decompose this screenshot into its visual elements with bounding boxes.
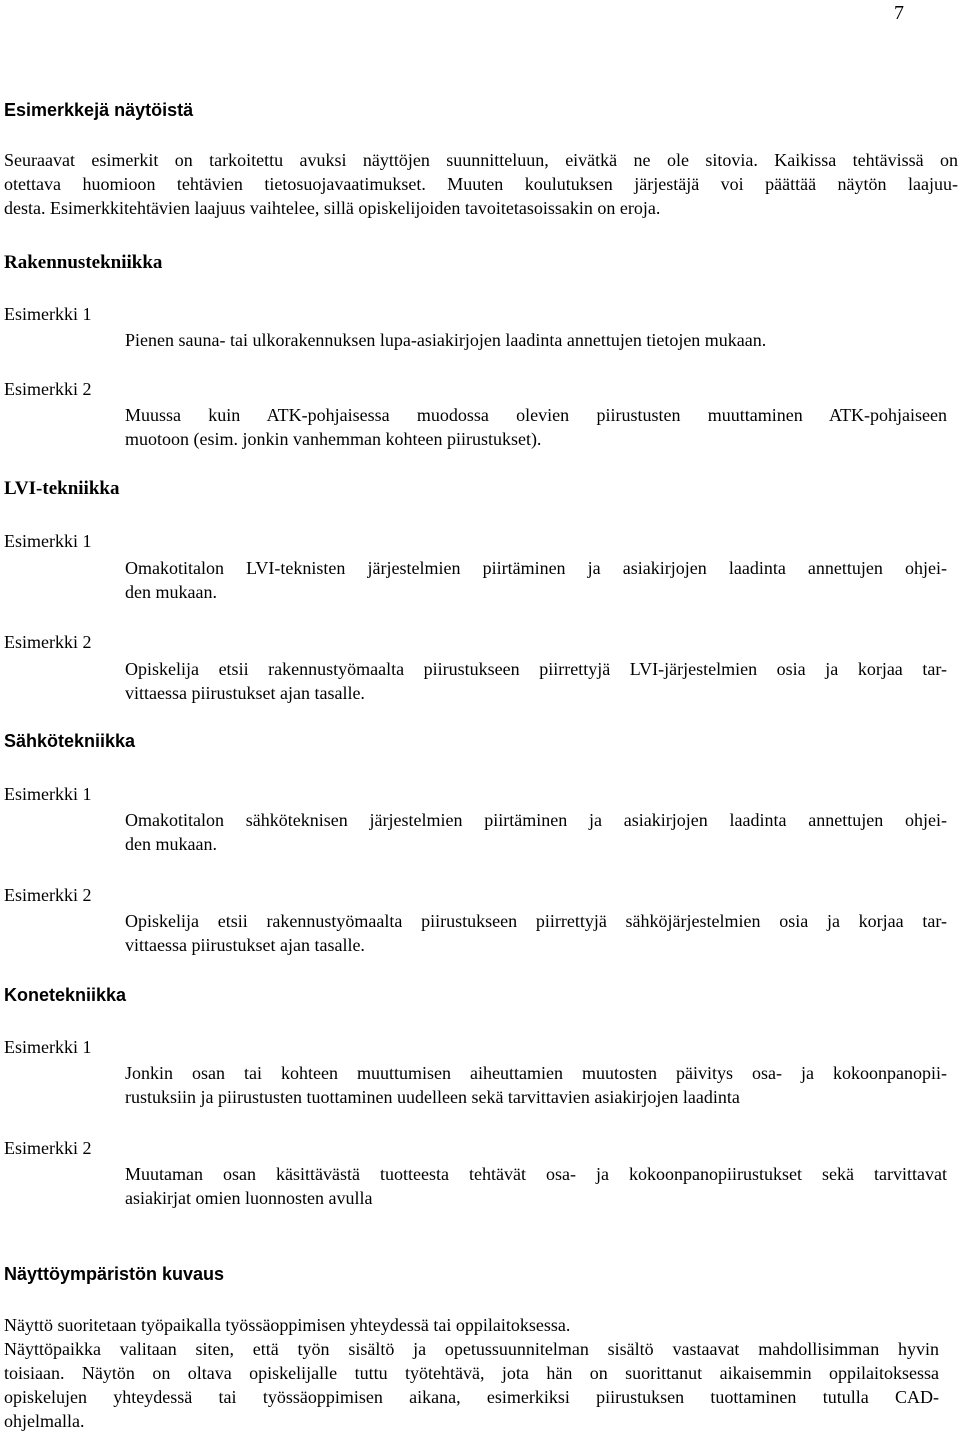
example-text <box>125 657 947 705</box>
example-line: Pienen sauna- tai ulkorakennuksen lupa-asiakirjojen laadinta annettujen tietojen mukaan. <box>125 330 767 350</box>
section-title-sahkotekniikka: Sähkötekniikka <box>4 731 136 751</box>
example-line: asiakirjat omien luonnosten avulla <box>125 1188 373 1208</box>
environment-heading: Näyttöympäristön kuvaus <box>4 1264 225 1284</box>
intro-paragraph <box>4 148 958 220</box>
example-text <box>125 1061 947 1109</box>
example-label: Esimerkki 2 <box>4 1138 92 1158</box>
environment-line: toisiaan. Näytön on oltava opiskelijalle tuttu työtehtävä, jota hän on suorittanut aikaisemmin oppilaitoksessa <box>4 1363 939 1383</box>
example-line: Muutaman osan käsittävästä tuotteesta tehtävät osa- ja kokoonpanopiirustukset sekä tarvittavat <box>125 1164 947 1184</box>
environment-line: Näyttöpaikka valitaan siten, että työn sisältö ja opetussuunnitelman sisältö vastaavat mahdollisimman hyvin <box>4 1339 939 1359</box>
example-line: Muussa kuin ATK-pohjaisessa muodossa olevien piirustusten muuttaminen ATK-pohjaiseen <box>125 405 947 425</box>
example-label: Esimerkki 2 <box>4 885 92 905</box>
example-text <box>125 808 947 856</box>
example-line: rustuksiin ja piirustusten tuottaminen uudelleen sekä tarvittavien asiakirjojen laadinta <box>125 1087 740 1107</box>
example-line: vittaessa piirustukset ajan tasalle. <box>125 935 365 955</box>
environment-line: Näyttö suoritetaan työpaikalla työssäoppimisen yhteydessä tai oppilaitoksessa. <box>4 1315 571 1335</box>
example-label: Esimerkki 1 <box>4 304 92 324</box>
environment-line: opiskelujen yhteydessä tai työssäoppimisen aikana, esimerkiksi piirustuksen tuottaminen tutulla CAD- <box>4 1387 939 1407</box>
example-text <box>125 403 947 451</box>
example-line: Opiskelija etsii rakennustyömaalta piirustukseen piirrettyjä sähköjärjestelmien osia ja korjaa tar- <box>125 911 947 931</box>
intro-line: Seuraavat esimerkit on tarkoitettu avuksi näyttöjen suunnitteluun, eivätkä ne ole sitovia. Kaikissa tehtävissä on <box>4 150 958 170</box>
page-number: 7 <box>894 2 904 24</box>
example-label: Esimerkki 1 <box>4 784 92 804</box>
intro-line: otettava huomioon tehtävien tietosuojavaatimukset. Muuten koulutuksen järjestäjä voi päättää näytön laajuu- <box>4 174 958 194</box>
example-text <box>125 328 947 352</box>
example-text <box>125 556 947 604</box>
example-label: Esimerkki 2 <box>4 379 92 399</box>
example-text <box>125 1162 947 1210</box>
example-line: muotoon (esim. jonkin vanhemman kohteen piirustukset). <box>125 429 542 449</box>
example-line: Omakotitalon sähköteknisen järjestelmien piirtäminen ja asiakirjojen laadinta annettujen ohjei- <box>125 810 947 830</box>
example-text <box>125 909 947 957</box>
section-title-rakennustekniikka: Rakennustekniikka <box>4 252 163 273</box>
example-label: Esimerkki 1 <box>4 1037 92 1057</box>
section-title-konetekniikka: Konetekniikka <box>4 985 127 1005</box>
intro-heading: Esimerkkejä näytöistä <box>4 100 194 120</box>
example-line: vittaessa piirustukset ajan tasalle. <box>125 683 365 703</box>
example-line: Omakotitalon LVI-teknisten järjestelmien piirtäminen ja asiakirjojen laadinta annettujen ohjei- <box>125 558 947 578</box>
environment-paragraph <box>4 1313 939 1433</box>
section-title-lvi-tekniikka: LVI-tekniikka <box>4 478 120 499</box>
intro-line: desta. Esimerkkitehtävien laajuus vaihtelee, sillä opiskelijoiden tavoitetasoissakin on eroja. <box>4 198 661 218</box>
example-label: Esimerkki 1 <box>4 531 92 551</box>
environment-line: ohjelmalla. <box>4 1411 85 1431</box>
example-line: Opiskelija etsii rakennustyömaalta piirustukseen piirrettyjä LVI-järjestelmien osia ja korjaa tar- <box>125 659 947 679</box>
example-line: den mukaan. <box>125 582 217 602</box>
example-line: den mukaan. <box>125 834 217 854</box>
example-line: Jonkin osan tai kohteen muuttumisen aiheuttamien muutosten päivitys osa- ja kokoonpanopii- <box>125 1063 947 1083</box>
example-label: Esimerkki 2 <box>4 632 92 652</box>
